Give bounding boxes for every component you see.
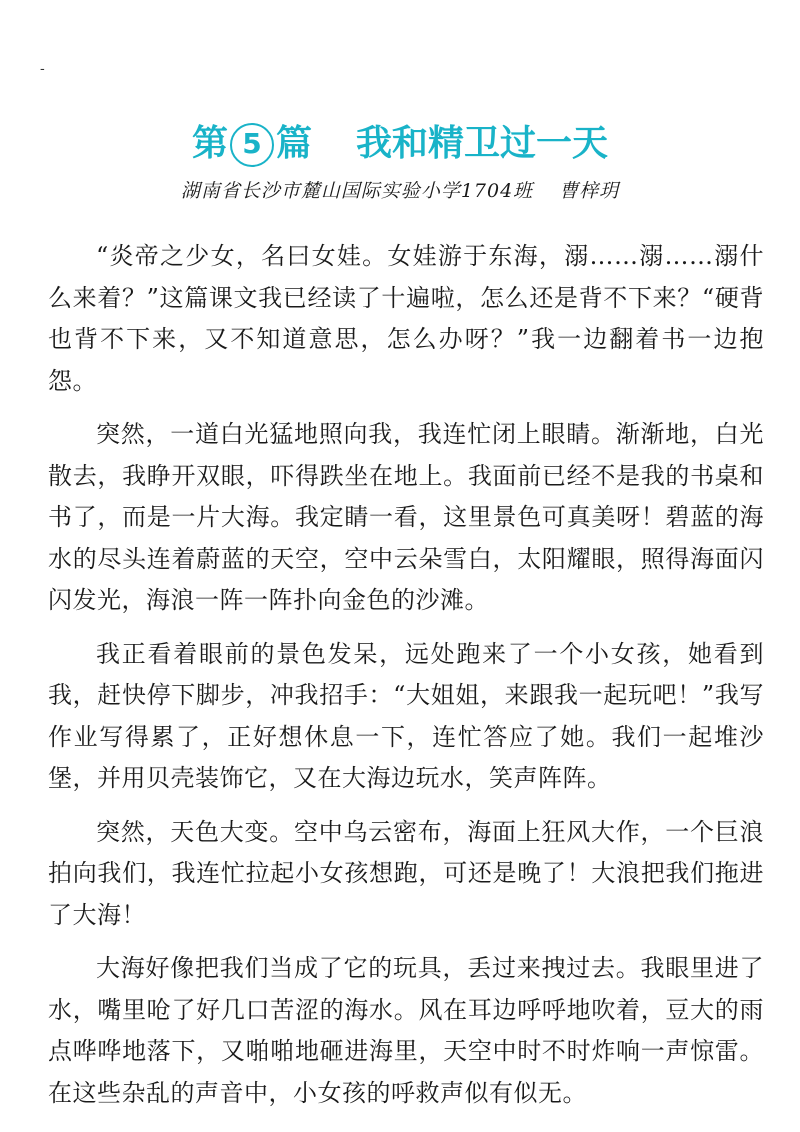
title-text: 我和精卫过一天	[356, 123, 609, 165]
byline	[0, 176, 800, 206]
byline-school: 湖南省长沙市麓山国际实验小学1704班	[180, 180, 534, 202]
article-body	[48, 236, 764, 1126]
chapter-number-badge: 5	[230, 123, 274, 167]
paragraph-4: 突然，天色大变。空中乌云密布，海面上狂风大作，一个巨浪拍向我们，我连忙拉起小女孩想跑，可还是晚了！大浪把我们拖进了大海！	[48, 817, 764, 929]
paragraph-3: 我正看着眼前的景色发呆，远处跑来了一个小女孩，她看到我，赶快停下脚步，冲我招手：“大姐姐，来跟我一起玩吧！”我写作业写得累了，正好想休息一下，连忙答应了她。我们一起堆沙堡，并用贝壳装饰它，又在大海边玩水，笑声阵阵。	[48, 639, 764, 792]
title-suffix: 篇	[275, 123, 312, 165]
page-title	[0, 120, 800, 168]
paragraph-2: 突然，一道白光猛地照向我，我连忙闭上眼睛。渐渐地，白光散去，我睁开双眼，吓得跌坐在地上。我面前已经不是我的书桌和书了，而是一片大海。我定睛一看，这里景色可真美呀！碧蓝的海水的尽头连着蔚蓝的天空，空中云朵雪白，太阳耀眼，照得海面闪闪发光，海浪一阵一阵扑向金色的沙滩。	[48, 420, 764, 614]
paragraph-1: “炎帝之少女，名曰女娃。女娃游于东海，溺……溺……溺什么来着？”这篇课文我已经读了十遍啦，怎么还是背不下来？“硬背也背不下来，又不知道意思，怎么办呀？”我一边翻着书一边抱怨。	[48, 242, 764, 395]
byline-author: 曹梓玥	[559, 180, 620, 202]
title-prefix: 第	[191, 123, 228, 165]
paragraph-5: 大海好像把我们当成了它的玩具，丢过来拽过去。我眼里进了水，嘴里呛了好几口苦涩的海水。风在耳边呼呼地吹着，豆大的雨点哗哗地落下，又啪啪地砸进海里，天空中时不时炸响一声惊雷。在这些杂乱的声音中，小女孩的呼救声似有似无。	[48, 954, 764, 1107]
corner-mark: -	[40, 61, 45, 77]
